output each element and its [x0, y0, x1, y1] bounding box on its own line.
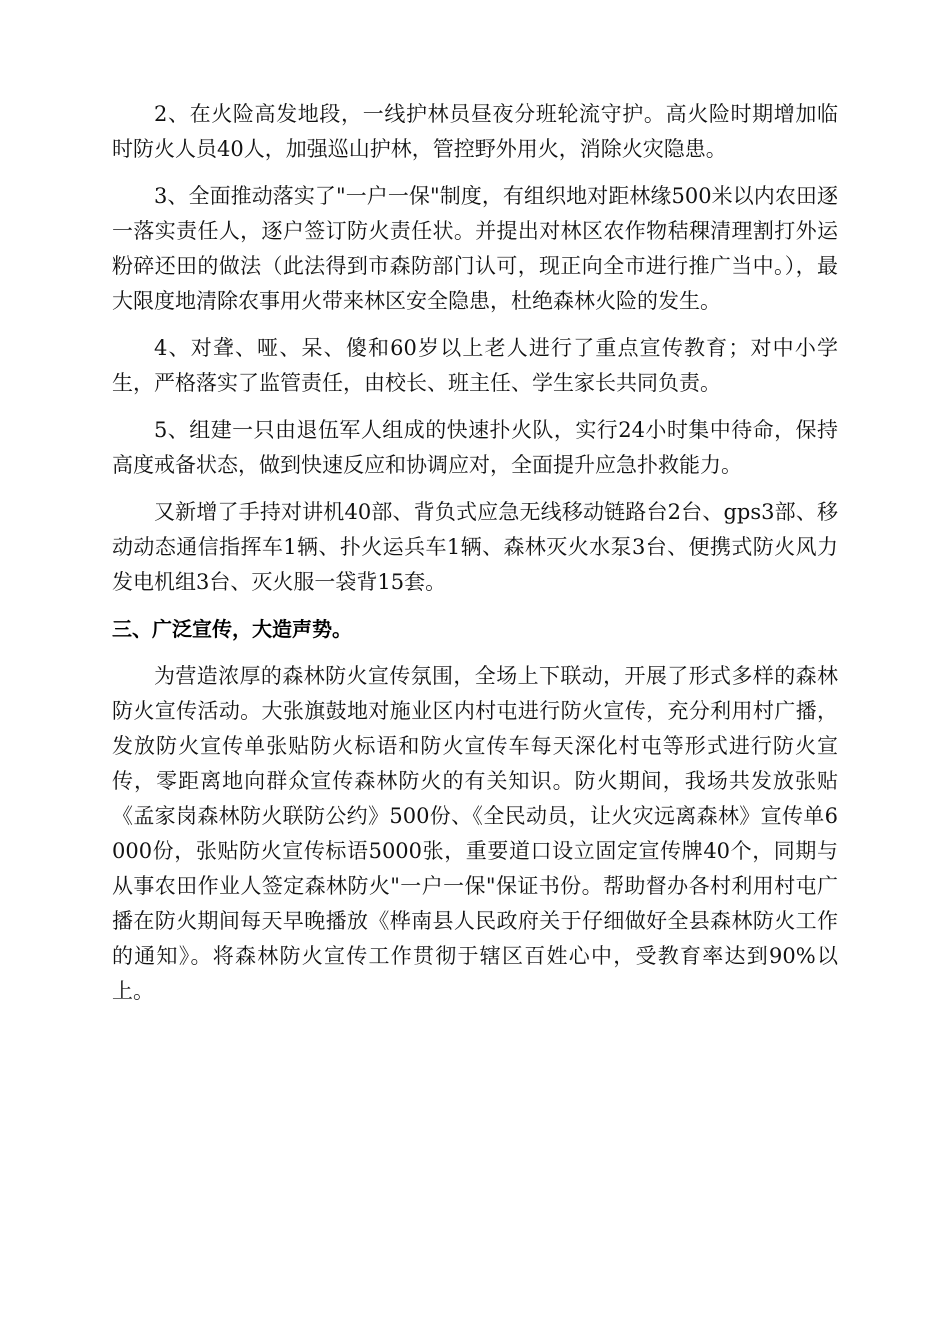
paragraph-item-2: 2、在火险高发地段，一线护林员昼夜分班轮流守护。高火险时期增加临时防火人员40人，加强巡山护林，管控野外用火，消除火灾隐患。 [112, 102, 838, 161]
section-heading: 三、广泛宣传，大造声势。 [112, 617, 352, 641]
paragraph-item-4: 4、对聋、哑、呆、傻和60岁以上老人进行了重点宣传教育；对中小学生，严格落实了监管责任，由校长、班主任、学生家长共同负责。 [112, 336, 838, 395]
paragraph-item-5: 5、组建一只由退伍军人组成的快速扑火队，实行24小时集中待命，保持高度戒备状态，做到快速反应和协调应对，全面提升应急扑救能力。 [112, 418, 838, 477]
paragraph-equipment: 又新增了手持对讲机40部、背负式应急无线移动链路台2台、gps3部、移动动态通信指挥车1辆、扑火运兵车1辆、森林灭火水泵3台、便携式防火风力发电机组3台、灭火服一袋背15套。 [112, 500, 838, 594]
paragraph-publicity: 为营造浓厚的森林防火宣传氛围，全场上下联动，开展了形式多样的森林防火宣传活动。大张旗鼓地对施业区内村屯进行防火宣传，充分利用村广播，发放防火宣传单张贴防火标语和防火宣传车每天深化村屯等形式进行防火宣传，零距离地向群众宣传森林防火的有关知识。防火期间，我场共发放张贴《孟家岗森林防火联防公约》500份、《全民动员，让火灾远离森林》宣传单6000份，张贴防火宣传标语5000张，重要道口设立固定宣传牌40个，同期与从事农田作业人签定森林防火"一户一保"保证书份。帮助督办各村利用村屯广播在防火期间每天早晚播放《桦南县人民政府关于仔细做好全县森林防火工作的通知》。将森林防火宣传工作贯彻于辖区百姓心中，受教育率达到90%以上。 [112, 664, 838, 1003]
document-page [112, 97, 838, 1021]
paragraph-item-3: 3、全面推动落实了"一户一保"制度，有组织地对距林缘500米以内农田逐一落实责任人，逐户签订防火责任状。并提出对林区农作物秸稞清理割打外运粉碎还田的做法（此法得到市森防部门认可，现正向全市进行推广当中。），最大限度地清除农事用火带来林区安全隐患，杜绝森林火险的发生。 [112, 184, 838, 313]
